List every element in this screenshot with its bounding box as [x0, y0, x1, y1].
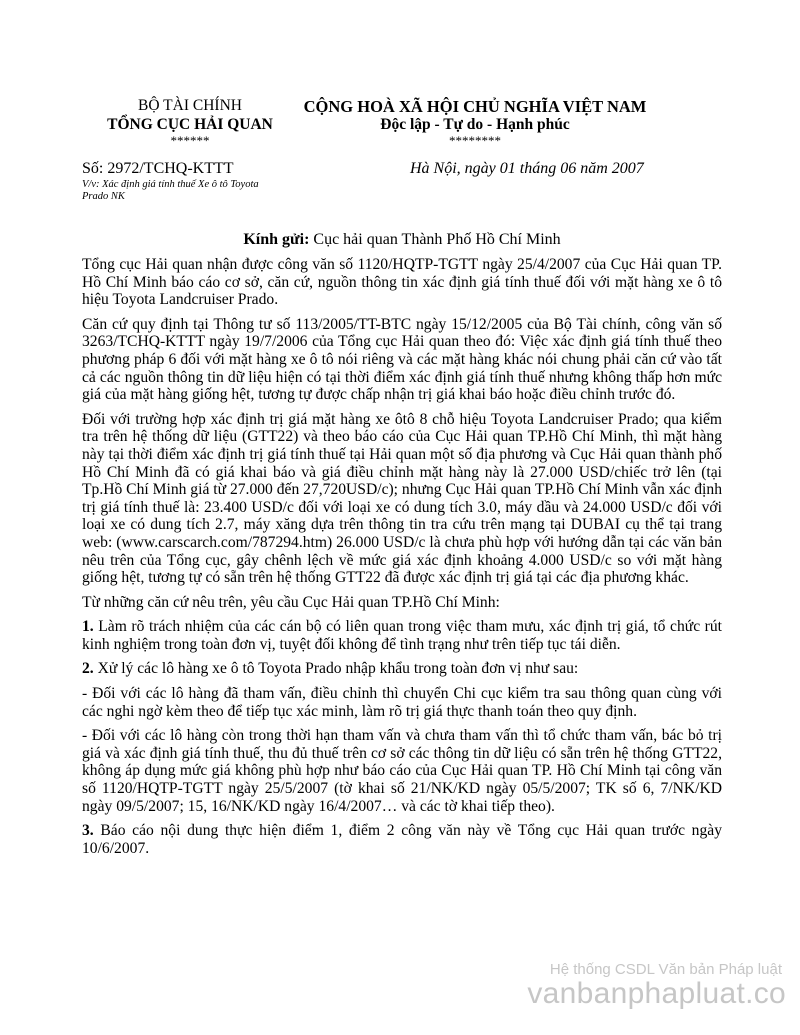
list-item: 1. Làm rõ trách nhiệm của các cán bộ có liên quan trong việc tham mưu, xác định trị giá, tổ chức rút kinh nghiệm trong toàn đơn vị, tuyệt đối không để tình trạng như trên tiếp tục tái diễn.: [82, 618, 722, 653]
item-number: 1.: [82, 618, 94, 636]
bullet-item: - Đối với các lô hàng còn trong thời hạn tham vấn và chưa tham vấn thì tổ chức tham vấn, bác bỏ trị giá và xác định giá tính thuế, thu đủ thuế trên cơ sở các thông tin dữ liệu có sẵn trên hệ thống GTT22, không áp dụng mức giá không phù hợp như báo cáo của Cục Hải quan TP. Hồ Chí Minh tại công văn số 1120/HQTP-TGTT ngày 25/5/2007 (tờ khai số 21/NK/KD ngày 05/5/2007; TK số 6, 7/NK/KD ngày 09/5/2007; 15, 16/NK/KD ngày 16/4/2007… và các tờ khai tiếp theo).: [82, 727, 722, 815]
ministry-name: BỘ TÀI CHÍNH: [138, 97, 242, 114]
paragraph-intro: Tổng cục Hải quan nhận được công văn số 1120/HQTP-TGTT ngày 25/4/2007 của Cục Hải quan TP. Hồ Chí Minh báo cáo cơ sở, căn cứ, nguồn thông tin xác định giá tính thuế đối với mặt hàng xe ô tô hiệu Toyota Landcruiser Prado.: [82, 256, 722, 309]
watermark-caption: Hệ thống CSDL Văn bản Pháp luật: [549, 961, 782, 978]
list-item: 2. Xử lý các lô hàng xe ô tô Toyota Prado nhập khẩu trong toàn đơn vị như sau:: [82, 660, 579, 678]
paragraph-case: Đối với trường hợp xác định trị giá mặt hàng xe ôtô 8 chỗ hiệu Toyota Landcruiser Prado; qua kiểm tra trên hệ thống dữ liệu (GTT22) và theo báo cáo của Cục Hải quan TP.Hồ Chí Minh, thì mặt hàng này tại thời điểm xác định trị giá tính thuế tại Hải quan một số địa phương và Cục Hải quan thành phố Hồ Chí Minh đã có giá khai báo và giá điều chỉnh mặt hàng này là 27.000 USD/chiếc trở lên (tại Tp.Hồ Chí Minh giá từ 27.000 đến 27,720USD/c); nhưng Cục Hải quan TP.Hồ Chí Minh vẫn xác định trị giá tính thuế là: 23.400 USD/c đối với loại xe có dung tích 3.0, máy dầu và 24.000 USD/c đối với loại xe có dung tích 2.7, máy xăng dựa trên thông tin tra cứu trên mạng tại DUBAI cụ thể tại trang web: (www.carscarch.com/787294.htm) 26.000 USD/c là chưa phù hợp với hướng dẫn tại các văn bản nêu trên của Tổng cục, gây chênh lệch về mức giá xác định khoảng 4.000 USD/c so với mặt hàng giống hệt, tương tự có sẵn trên hệ thống GTT22 đã được xác định trị giá tại các địa phương khác.: [82, 410, 722, 587]
document-body: [82, 256, 722, 857]
document-date: Hà Nội, ngày 01 tháng 06 năm 2007: [410, 160, 644, 177]
recipient-line: [82, 231, 722, 249]
header-stars-left: ******: [170, 133, 210, 148]
watermark-site: vanbanphapluat.co: [527, 977, 786, 1010]
document-subject: V/v: Xác định giá tính thuế Xe ô tô Toyota Prado NK: [82, 179, 259, 202]
department-name: TỔNG CỤC HẢI QUAN: [107, 116, 273, 133]
recipient-label: Kính gửi:: [243, 231, 310, 248]
recipient-name: Cục hải quan Thành Phố Hồ Chí Minh: [309, 231, 561, 248]
paragraph-legal-basis: Căn cứ quy định tại Thông tư số 113/2005/TT-BTC ngày 15/12/2005 của Bộ Tài chính, công văn số 3263/TCHQ-KTTT ngày 19/7/2006 của Tổng cục Hải quan theo đó: Việc xác định giá tính thuế theo phương pháp 6 đối với mặt hàng xe ô tô nói riêng và các mặt hàng khác nói chung phải căn cứ vào tất cả các nguồn thông tin dữ liệu hiện có tại thời điểm xác định giá tính thuế nhưng không thấp hơn mức giá của mặt hàng giống hệt, tương tự được chấp nhận trị giá khai báo hoặc điều chỉnh trước đó.: [82, 315, 722, 404]
national-motto: Độc lập - Tự do - Hạnh phúc: [380, 116, 570, 133]
item-number: 2.: [82, 660, 94, 678]
paragraph-request: Từ những căn cứ nêu trên, yêu cầu Cục Hải quan TP.Hồ Chí Minh:: [82, 593, 500, 611]
bullet-item: - Đối với các lô hàng đã tham vấn, điều chỉnh thì chuyển Chi cục kiểm tra sau thông quan cùng với các nghi ngờ kèm theo để tiếp tục xác minh, làm rõ trị giá thực thanh toán theo quy định.: [82, 685, 722, 720]
list-item: 3. Báo cáo nội dung thực hiện điểm 1, điểm 2 công văn này về Tổng cục Hải quan trước ngày 10/6/2007.: [82, 822, 722, 857]
national-title: CỘNG HOÀ XÃ HỘI CHỦ NGHĨA VIỆT NAM: [303, 97, 647, 116]
document-number: Số: 2972/TCHQ-KTTT: [82, 160, 234, 177]
item-number: 3.: [82, 822, 94, 840]
header-stars-right: ********: [449, 133, 501, 148]
